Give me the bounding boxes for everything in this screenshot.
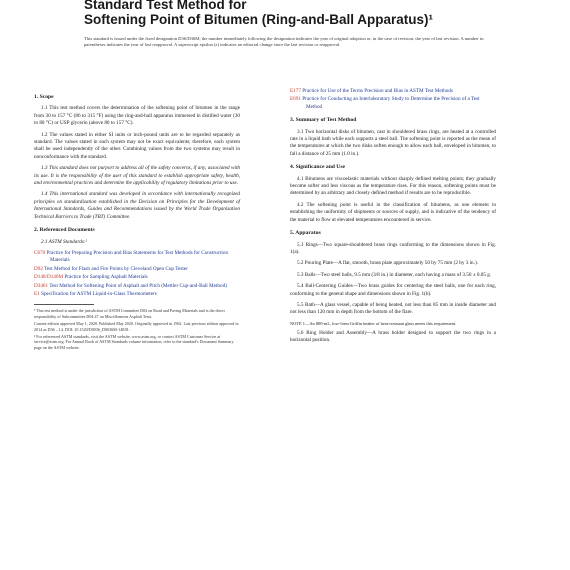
paragraph-1-4: 1.4 This international standard was developed in accordance with internationally recognized principles on standardization established in the Decision on Principles for the Development of International Standards, Guides and Recommendations issued by the World Trade Organization Technical Barriers to Trade (TBT) Committee.	[34, 191, 240, 220]
reference-code[interactable]: E177	[290, 88, 301, 94]
paragraph-5-4: 5.4 Ball-Centering Guides—Two brass guides for centering the steel balls, one for each ring, conforming to the general shape and dimensions shown in Fig. 1(b).	[290, 283, 496, 297]
paragraph-3-1: 3.1 Two horizontal disks of bitumen, cast in shouldered brass rings, are heated at a controlled rate in a liquid bath while each supports a steel ball. The softening point is reported as the mean of the temperatures at which the two disks soften enough to allow each ball, enveloped in bitumen, to fall a distance of 25 mm (1.0 in.).	[290, 128, 496, 157]
reference-code[interactable]: D3461	[34, 282, 49, 289]
section-heading-summary: 3. Summary of Test Method	[290, 117, 357, 124]
paragraph-5-3: 5.3 Balls—Two steel balls, 9.5 mm (3/8 in.) in diameter, each having a mass of 3.50 ± 0.05 g.	[297, 271, 492, 278]
reference-item[interactable]	[290, 88, 496, 95]
astm-standards-label: 2.1 ASTM Standards:²	[41, 238, 88, 245]
reference-title[interactable]: Practice for Preparing Precision and Bias Statements for Test Methods for Construction Materials	[46, 249, 229, 264]
reference-code[interactable]: E1	[34, 290, 40, 297]
reference-title[interactable]: Test Method for Softening Point of Asphalt and Pitch (Mettler Cup-and-Ball Method)	[49, 282, 227, 289]
left-column	[34, 88, 240, 352]
paragraph-1-2: 1.2 The values stated in either SI units or inch-pound units are to be regarded separately as standard. The values stated in each system may not be exact equivalents; therefore, each system shall be used independently of the other. Combining values from the two systems may result in nonconformance with the standard.	[34, 131, 240, 160]
note-1: NOTE 1—An 800-mL, low-form Griffin beaker of heat-resistant glass meets this requirement.	[290, 320, 457, 326]
paragraph-5-2: 5.2 Pouring Plate—A flat, smooth, brass plate approximately 50 by 75 mm (2 by 3 in.).	[297, 260, 478, 267]
footnote-2: ² For referenced ASTM standards, visit the ASTM website, www.astm.org, or contact ASTM Customer Service at service@astm.org. For Annual Book of ASTM Standards volume information, refer to the standard's Document Summary page on the ASTM website.	[34, 333, 234, 350]
reference-title[interactable]: Specification for ASTM Liquid-in-Glass Thermometers	[41, 290, 157, 297]
paragraph-1-1: 1.1 This test method covers the determination of the softening point of bitumen in the range from 30 to 157 °C (86 to 315 °F) using the ring-and-ball apparatus immersed in distilled water (30 to 80 °C) or USP glycerin (above 80 to 157 °C).	[34, 105, 240, 127]
footnote-1: ¹ This test method is under the jurisdiction of ASTM Committee D04 on Road and Paving Materials and is the direct responsibility of Subcommittee D04.47 on Miscellaneous Asphalt Tests.	[34, 308, 225, 319]
paragraph-4-1: 4.1 Bitumens are viscoelastic materials without sharply defined melting points; they gradually become softer and less viscous as the temperature rises. For this reason, softening points must be determined by an arbitrary and closely defined method if results are to be reproducible.	[290, 175, 496, 197]
reference-item[interactable]	[34, 274, 240, 281]
document-title-line2: Softening Point of Bitumen (Ring-and-Ball Apparatus)¹	[84, 12, 433, 27]
footnote-divider	[34, 304, 94, 305]
paragraph-4-2: 4.2 The softening point is useful in the classification of bitumens, as one element in establishing the uniformity of shipments or sources of supply, and is indicative of the tendency of the material to flow at elevated temperatures encountered in service.	[290, 201, 496, 223]
paragraph-5-1: 5.1 Rings—Two square-shouldered brass rings conforming to the dimensions shown in Fig. 1(a).	[290, 241, 496, 255]
reference-item[interactable]	[34, 266, 240, 273]
section-heading-apparatus: 5. Apparatus	[290, 230, 321, 237]
reference-title[interactable]: Practice for Conducting an Interlaboratory Study to Determine the Precision of a Test Method	[302, 96, 480, 110]
reference-title[interactable]: Test Method for Flash and Fire Points by Cleveland Open Cup Tester	[44, 265, 188, 272]
reference-item[interactable]	[290, 96, 496, 111]
reference-item[interactable]	[34, 250, 240, 265]
reference-code[interactable]: D140/D140M	[34, 274, 64, 281]
reference-item[interactable]	[34, 291, 240, 298]
section-heading-referenced-documents: 2. Referenced Documents	[34, 227, 95, 234]
paragraph-5-5: 5.5 Bath—A glass vessel, capable of being heated, not less than 85 mm in inside diameter and not less than 120 mm in depth from the bottom of the flare.	[290, 301, 496, 316]
reference-title[interactable]: Practice for Sampling Asphalt Materials	[64, 274, 148, 281]
reference-code[interactable]: E691	[290, 96, 301, 103]
footnote-1-edition: Current edition approved May 1, 2020. Published May 2020. Originally approved in 1962. Last previous edition approved in 2014 as D36 – 14. DOI: 10.1520/D0036_D0036M-14E01.	[34, 321, 239, 332]
right-column	[290, 88, 496, 349]
paragraph-1-3: 1.3 This standard does not purport to address all of the safety concerns, if any, associated with its use. It is the responsibility of the user of this standard to establish appropriate safety, health, and environmental practices and determine the applicability of regulatory limitations prior to use.	[34, 165, 240, 187]
reference-item[interactable]	[34, 283, 240, 290]
section-heading-significance: 4. Significance and Use	[290, 164, 346, 171]
reference-code[interactable]: D92	[34, 265, 43, 272]
reference-title[interactable]: Practice for Use of the Terms Precision and Bias in ASTM Test Methods	[302, 88, 453, 94]
reference-code[interactable]: C670	[34, 249, 46, 256]
paragraph-5-6: 5.6 Ring Holder and Assembly—A brass holder designed to support the two rings in a horizontal position.	[290, 329, 496, 344]
issuance-note: This standard is issued under the fixed designation D36/D36M; the number immediately following the designation indicates the year of original adoption or, in the case of revision, the year of last revision. A number in parentheses indicates the year of last reapproval. A superscript epsilon (ε) indicates an editorial change since the last revision or reapproval.	[84, 36, 484, 47]
document-title-line1: Standard Test Method for	[84, 0, 247, 12]
section-heading-scope: 1. Scope	[34, 94, 54, 100]
